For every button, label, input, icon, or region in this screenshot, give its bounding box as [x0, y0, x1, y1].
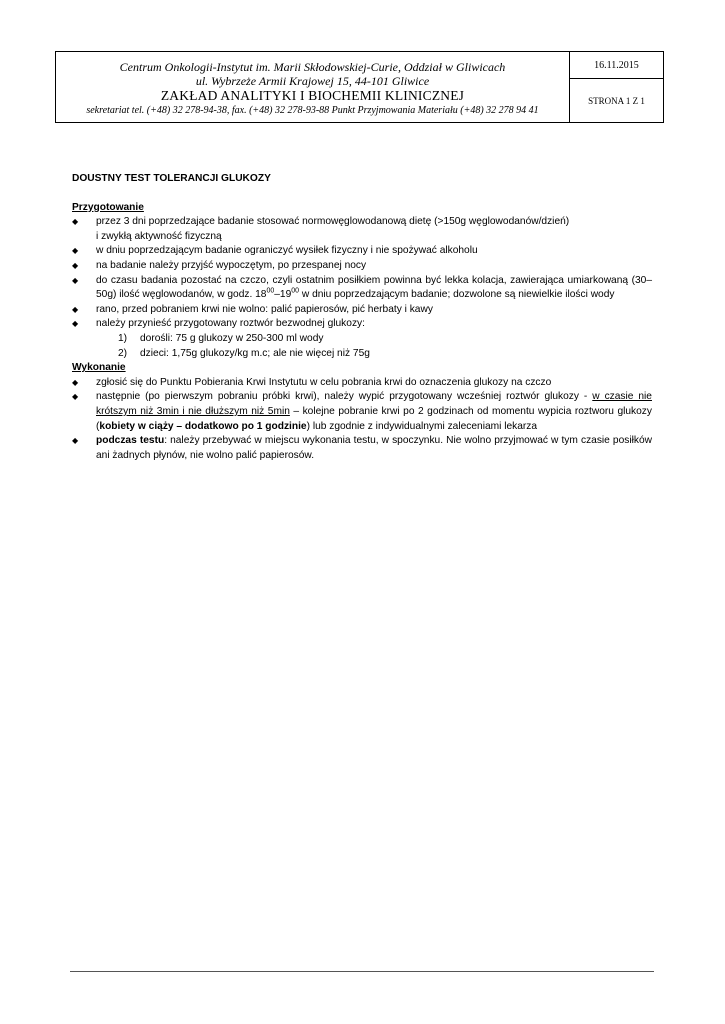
diamond-bullet-icon: ◆: [72, 304, 79, 314]
diamond-bullet-icon: ◆: [72, 246, 79, 256]
document-body: [72, 172, 652, 463]
page-number: STRONA 1 Z 1: [588, 95, 645, 106]
diamond-bullet-icon: ◆: [72, 319, 79, 329]
list-item: ◆ podczas testu: należy przebywać w miejscu wykonania testu, w spoczynku. Nie wolno przyjmować w tym czasie posiłków ani żadnych płynów, nie wolno palić papierosów.: [72, 435, 652, 461]
execution-list: [72, 376, 652, 464]
document-header: [55, 51, 664, 123]
diamond-bullet-icon: ◆: [72, 260, 79, 270]
institution-address: ul. Wybrzeże Armii Krajowej 15, 44-101 Gliwice: [195, 74, 430, 88]
list-item: ◆ na badanie należy przyjść wypoczętym, po przespanej nocy: [72, 259, 652, 274]
footer-divider: [70, 971, 654, 972]
diamond-bullet-icon: ◆: [72, 436, 79, 446]
numbered-item: 2) dzieci: 1,75g glukozy/kg m.c; ale nie więcej niż 75g: [118, 347, 370, 359]
list-item: ◆ w dniu poprzedzającym badanie ograniczyć wysiłek fizyczny i nie spożywać alkoholu: [72, 244, 652, 259]
list-item: ◆ rano, przed pobraniem krwi nie wolno: palić papierosów, pić herbaty i kawy: [72, 303, 652, 318]
list-item: ◆ do czasu badania pozostać na czczo, czyli ostatnim posiłkiem powinna być lekka kolacja, zawierająca umiarkowaną (30–50g) ilość węglowodanów, w godz. $18^{00}-19^{00}$ w dniu poprzedzającym badanie; dozwolone są niewielkie ilości wody: [72, 274, 652, 301]
preparation-list: [72, 215, 652, 332]
list-item: ◆ zgłosić się do Punktu Pobierania Krwi Instytutu w celu pobrania krwi do oznaczenia glukozy na czczo: [72, 376, 652, 391]
diamond-bullet-icon: ◆: [72, 377, 79, 387]
diamond-bullet-icon: ◆: [72, 275, 79, 285]
list-item: ◆ należy przynieść przygotowany roztwór bezwodnej glukozy:: [72, 317, 652, 332]
numbered-item: 1) dorośli: 75 g glukozy w 250-300 ml wody: [118, 332, 324, 344]
document-title: DOUSTNY TEST TOLERANCJI GLUKOZY: [72, 173, 271, 184]
institution-info: [56, 52, 570, 122]
diamond-bullet-icon: ◆: [72, 392, 79, 402]
institution-name: Centrum Onkologii-Instytut im. Marii Skłodowskiej-Curie, Oddział w Gliwicach: [119, 60, 506, 74]
document-date: 16.11.2015: [570, 52, 663, 79]
department-name: ZAKŁAD ANALITYKI I BIOCHEMII KLINICZNEJ: [160, 88, 465, 103]
contact-info: sekretariat tel. (+48) 32 278-94-38, fax. (+48) 32 278-93-88 Punkt Przyjmowania Materiału (+48) 32 278 94 41: [86, 105, 539, 116]
preparation-heading: Przygotowanie: [72, 201, 144, 213]
execution-heading: Wykonanie: [72, 362, 126, 374]
list-item: ◆ następnie (po pierwszym pobraniu próbki krwi), należy wypić przygotowany wcześniej roztwór glukozy - w czasie nie krótszym niż 3min i nie dłuższym niż 5min – kolejne pobranie krwi po 2 godzinach od momentu wypicia roztworu glukozy (kobiety w ciąży – dodatkowo po 1 godzinie) lub zgodnie z indywidualnymi zaleceniami lekarza: [72, 391, 652, 432]
diamond-bullet-icon: ◆: [72, 217, 79, 227]
list-item: ◆ przez 3 dni poprzedzające badanie stosować normowęglowodanową dietę (>150g węglowodanów/dzień) i zwykłą aktywność fizyczną: [72, 216, 570, 242]
document-meta: [570, 52, 663, 122]
